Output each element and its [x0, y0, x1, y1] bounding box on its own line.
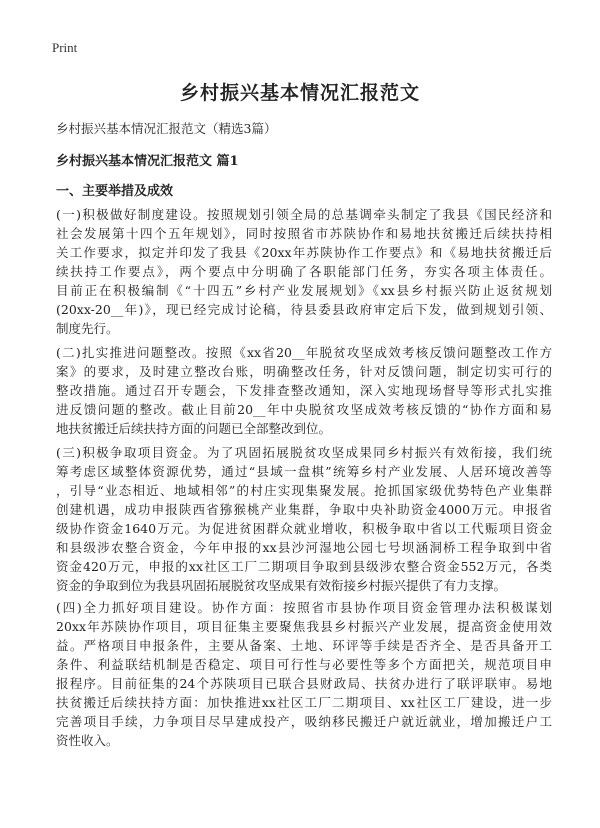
section-heading: 一、主要举措及成效	[56, 184, 174, 199]
paragraph-line: (20xx-20__年)》，现已经完成讨论稿，待县委县政府审定后下发，做到规划引领、	[56, 302, 552, 317]
paragraph-line: 条件、利益联结机制是否稳定、项目可行性与必要性等多个方面把关，规范项目申	[56, 657, 552, 672]
paragraph	[56, 598, 552, 750]
paragraph-line: (一)积极做好制度建设。按照规划引领全局的总基调牵头制定了我县《国民经济和	[56, 207, 552, 222]
paragraph-line: 进反馈问题的整改。截止目前20__年中央脱贫攻坚成效考核反馈的“协作方面和易	[56, 402, 552, 417]
paragraph-line: 创建机遇，成功申报陕西省猕猴桃产业集群，争取中央补助资金4000万元。申报省	[56, 502, 552, 517]
page-title: 乡村振兴基本情况汇报范文	[179, 82, 420, 104]
paragraph-line: ，引导“业态相近、地域相邻”的村庄实现集聚发展。抢抓国家级优势特色产业集群	[56, 483, 552, 498]
paragraph-line: 20xx年苏陕协作项目，项目征集主要聚焦我县乡村振兴产业发展，提高资金使用效	[56, 619, 552, 634]
paragraph-line: 完善项目手续，力争项目尽早建成投产，吸纳移民搬迁户就近就业，增加搬迁户工	[56, 714, 552, 729]
paragraph-line: 报程序。目前征集的24个苏陕项目已联合县财政局、扶贫办进行了联评联审。易地	[56, 676, 552, 691]
article-heading: 乡村振兴基本情况汇报范文 篇1	[56, 154, 239, 169]
paragraph-line: (三)积极争取项目资金。为了巩固拓展脱贫攻坚成果同乡村振兴有效衔接，我们统	[56, 445, 552, 460]
paragraph-line: 案》的要求，及时建立整改台账，明确整改任务，针对反馈问题，制定切实可行的	[56, 364, 552, 379]
paragraph-line: 益。严格项目申报条件，主要从备案、土地、环评等手续是否齐全、是否具备开工	[56, 638, 552, 653]
paragraph-line: 资金的争取到位为我县巩固拓展脱贫攻坚成果有效衔接乡村振兴提供了有力支撑。	[56, 578, 507, 593]
paragraph-line: 资性收入。	[56, 733, 119, 748]
paragraph-line: 和县级涉农整合资金，今年申报的xx县沙河湿地公园七号坝涵洞桥工程争取到中省	[56, 540, 552, 555]
paragraph-line: 目前正在积极编制《“十四五”乡村产业发展规划》《xx县乡村振兴防止返贫规划	[56, 283, 552, 298]
paragraph-line: 地扶贫搬迁后续扶持方面的问题已全部整改到位。	[56, 421, 332, 436]
paragraph-line: 续扶持工作要点》，两个要点中分明确了各职能部门任务，夯实各项主体责任。	[56, 264, 552, 279]
paragraph-line: 关工作要求，拟定并印发了我县《20xx年苏陕协作工作要点》和《易地扶贫搬迁后	[56, 245, 552, 260]
paragraph-line: (四)全力抓好项目建设。协作方面：按照省市县协作项目资金管理办法积极谋划	[56, 600, 552, 615]
print-link[interactable]: Print	[52, 40, 78, 55]
paragraph-line: 筹考虑区域整体资源优势，通过“县域一盘棋”统筹乡村产业发展、人居环境改善等	[56, 464, 552, 479]
paragraph-line: 社会发展第十四个五年规划》，同时按照省市苏陕协作和易地扶贫搬迁后续扶持相	[56, 226, 552, 241]
paragraph-line: 资金420万元，申报的xx社区工厂二期项目争取到县级涉农整合资金552万元，各类	[56, 559, 552, 574]
paragraph-line: 级协作资金1640万元。为促进贫困群众就业增收，积极争取中省以工代赈项目资金	[56, 521, 552, 536]
paragraph-line: 整改措施。通过召开专题会，下发排查整改通知，深入实地现场督导等形式扎实推	[56, 383, 552, 398]
paragraph	[56, 343, 552, 438]
paragraph	[56, 443, 552, 595]
paragraph-line: 制度先行。	[56, 321, 119, 336]
paragraph-line: (二)扎实推进问题整改。按照《xx省20__年脱贫攻坚成效考核反馈问题整改工作方	[56, 345, 552, 360]
paragraph-line: 扶贫搬迁后续扶持方面：加快推进xx社区工厂二期项目、xx社区工厂建设，进一步	[56, 695, 552, 710]
page-subtitle: 乡村振兴基本情况汇报范文（精选3篇）	[56, 121, 277, 136]
paragraph	[56, 205, 552, 338]
